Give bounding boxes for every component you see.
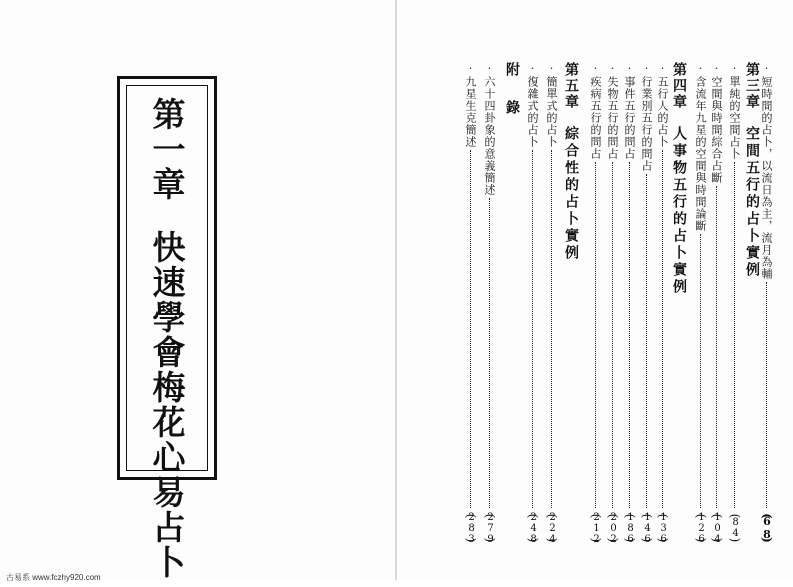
page-number: ( 248 ) — [524, 512, 542, 544]
page-number: ( 84 ) — [726, 512, 744, 544]
toc-entry-title: 疾病五行的問占 — [589, 76, 602, 160]
page-number: ( 202 ) — [604, 512, 622, 544]
toc-list — [397, 0, 793, 580]
toc-entry-title: 五行人的占卜 — [656, 76, 669, 148]
toc-chapter-heading — [671, 62, 687, 512]
toc-entry-title: 空間五行的占卜實例 — [744, 126, 760, 279]
dotted-leader — [489, 198, 490, 508]
toc-chapter-heading — [563, 62, 579, 512]
page-number: ( 279 ) — [481, 512, 499, 544]
dotted-leader — [766, 282, 767, 508]
bullet-dot-icon: · — [526, 62, 539, 76]
toc-entry-title: 短時間的占卜，以流日為主，流月為輔 — [760, 76, 773, 280]
toc-entry-title: 人事物五行的占卜實例 — [671, 126, 687, 296]
page-number: ( 136 ) — [654, 512, 672, 544]
dotted-leader — [595, 162, 596, 508]
footer-watermark: 古易系 www.fczhy920.com — [6, 573, 101, 582]
left-page — [0, 0, 396, 580]
dotted-leader — [532, 150, 533, 508]
toc-entry-title: 錄 — [504, 100, 520, 117]
chapter-number: 第五章 — [563, 62, 579, 110]
title-frame — [117, 76, 217, 580]
dotted-leader — [612, 162, 613, 508]
bullet-dot-icon: · — [483, 62, 496, 76]
page-number: ( 186 ) — [621, 512, 639, 544]
dotted-leader — [700, 234, 701, 508]
page-number: ( 126 ) — [692, 512, 710, 544]
toc-entry-title: 事件五行的問占 — [623, 76, 636, 160]
bullet-dot-icon: · — [464, 62, 477, 76]
bullet-dot-icon: · — [728, 62, 741, 76]
dotted-leader — [646, 174, 647, 508]
bullet-dot-icon: · — [656, 62, 669, 76]
chapter-number: 第四章 — [671, 62, 687, 110]
dotted-leader — [551, 150, 552, 508]
toc-entry-title: 單純的空間占卜 — [728, 76, 741, 160]
toc-entry-title: 含流年九星的空間與時間論斷 — [694, 76, 707, 232]
page-number: ( 224 ) — [543, 512, 561, 544]
dotted-leader — [629, 162, 630, 508]
book-title: 快速學會梅花心易占卜 — [147, 230, 187, 580]
dotted-leader — [716, 186, 717, 508]
toc-entry-title: 行業別五行的問占 — [640, 76, 653, 172]
toc-entry-title: 六十四卦象的意義簡述 — [483, 76, 496, 196]
chapter-number: 第三章 — [744, 62, 760, 110]
chapter-number: 附 — [504, 62, 520, 78]
dotted-leader — [734, 162, 735, 508]
toc-entry-title: 復雜式的占卜 — [526, 76, 539, 148]
bullet-dot-icon: · — [545, 62, 558, 76]
dotted-leader — [662, 150, 663, 508]
toc-entry-title: 綜合性的占卜實例 — [563, 126, 579, 262]
bullet-dot-icon: · — [589, 62, 602, 76]
toc-entry-title: 失物五行的問占 — [606, 76, 619, 160]
toc-entry-title: 簡單式的占卜 — [545, 76, 558, 148]
toc-chapter-heading — [504, 62, 520, 512]
page-number: ( 104 ) — [708, 512, 726, 544]
toc-chapter-heading — [744, 62, 760, 512]
toc-entry-title: 九星生克簡述 — [464, 76, 477, 148]
bullet-dot-icon: · — [760, 62, 773, 76]
bullet-dot-icon: · — [606, 62, 619, 76]
toc-entry-title: 空間與時間綜合占斷 — [710, 76, 723, 184]
right-page-table-of-contents — [397, 0, 793, 580]
chapter-title — [147, 97, 187, 580]
chapter-label: 第一章 — [147, 97, 187, 202]
bullet-dot-icon: · — [710, 62, 723, 76]
page-number: ( 68 ) — [758, 512, 776, 544]
bullet-dot-icon: · — [694, 62, 707, 76]
page-number: ( 212 ) — [587, 512, 605, 544]
page-number: ( 146 ) — [638, 512, 656, 544]
dotted-leader — [470, 150, 471, 508]
bullet-dot-icon: · — [623, 62, 636, 76]
page-number: ( 283 ) — [462, 512, 480, 544]
bullet-dot-icon: · — [640, 62, 653, 76]
